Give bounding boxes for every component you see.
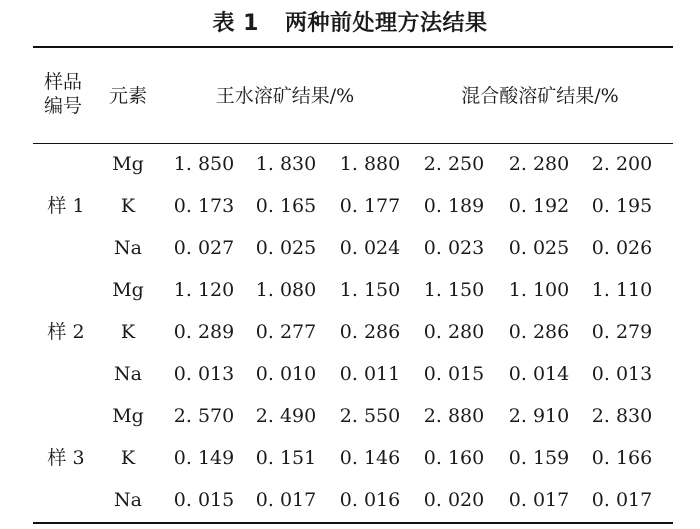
aqua-regia-value-cell: 0. 149 xyxy=(173,447,235,469)
element-cell: Mg xyxy=(112,405,144,427)
aqua-regia-value-cell: 1. 120 xyxy=(173,279,235,301)
top-rule xyxy=(33,46,673,48)
table-title: 两种前处理方法结果 xyxy=(284,11,488,36)
table-row xyxy=(0,395,700,437)
aqua-regia-value-cell: 0. 277 xyxy=(255,321,317,343)
mixed-acid-value-cell: 0. 020 xyxy=(423,489,485,511)
sample-id-cell: 样 2 xyxy=(47,321,85,343)
sample-id-cell: 样 1 xyxy=(47,195,85,217)
aqua-regia-value-cell: 1. 830 xyxy=(255,153,317,175)
table-row xyxy=(0,479,700,521)
mixed-acid-value-cell: 0. 192 xyxy=(508,195,570,217)
aqua-regia-value-cell: 0. 173 xyxy=(173,195,235,217)
mixed-acid-value-cell: 0. 013 xyxy=(591,363,653,385)
mixed-acid-value-cell: 0. 279 xyxy=(591,321,653,343)
aqua-regia-value-cell: 0. 015 xyxy=(173,489,235,511)
aqua-regia-value-cell: 1. 880 xyxy=(339,153,401,175)
element-cell: Na xyxy=(114,237,142,259)
table-caption xyxy=(0,6,700,37)
aqua-regia-value-cell: 0. 177 xyxy=(339,195,401,217)
mixed-acid-value-cell: 0. 195 xyxy=(591,195,653,217)
aqua-regia-value-cell: 0. 146 xyxy=(339,447,401,469)
table-row xyxy=(0,227,700,269)
mixed-acid-value-cell: 1. 150 xyxy=(423,279,485,301)
element-cell: Na xyxy=(114,489,142,511)
aqua-regia-value-cell: 0. 025 xyxy=(255,237,317,259)
element-cell: K xyxy=(120,447,136,469)
header-sample-id-line2: 编号 xyxy=(43,95,82,117)
aqua-regia-value-cell: 0. 013 xyxy=(173,363,235,385)
table-row xyxy=(0,353,700,395)
element-cell: Mg xyxy=(112,279,144,301)
mixed-acid-value-cell: 2. 830 xyxy=(591,405,653,427)
mixed-acid-value-cell: 0. 159 xyxy=(508,447,570,469)
mixed-acid-value-cell: 2. 200 xyxy=(591,153,653,175)
mixed-acid-value-cell: 0. 286 xyxy=(508,321,570,343)
aqua-regia-value-cell: 2. 490 xyxy=(255,405,317,427)
aqua-regia-value-cell: 0. 017 xyxy=(255,489,317,511)
mixed-acid-value-cell: 0. 023 xyxy=(423,237,485,259)
mixed-acid-value-cell: 1. 100 xyxy=(508,279,570,301)
mixed-acid-value-cell: 2. 910 xyxy=(508,405,570,427)
bottom-rule xyxy=(33,522,673,524)
aqua-regia-value-cell: 1. 150 xyxy=(339,279,401,301)
mixed-acid-value-cell: 0. 160 xyxy=(423,447,485,469)
aqua-regia-value-cell: 0. 011 xyxy=(339,363,401,385)
mixed-acid-value-cell: 0. 280 xyxy=(423,321,485,343)
mixed-acid-value-cell: 0. 166 xyxy=(591,447,653,469)
header-sample-id-line1: 样品 xyxy=(43,71,82,93)
mixed-acid-value-cell: 2. 280 xyxy=(508,153,570,175)
mixed-acid-value-cell: 2. 250 xyxy=(423,153,485,175)
mixed-acid-value-cell: 0. 017 xyxy=(591,489,653,511)
element-cell: K xyxy=(120,321,136,343)
sample-id-cell: 样 3 xyxy=(47,447,85,469)
header-sample-id xyxy=(38,70,88,118)
mixed-acid-value-cell: 0. 025 xyxy=(508,237,570,259)
table-number: 表 1 xyxy=(212,11,259,36)
element-cell: K xyxy=(120,195,136,217)
table-row xyxy=(0,143,700,185)
aqua-regia-value-cell: 0. 027 xyxy=(173,237,235,259)
aqua-regia-value-cell: 1. 080 xyxy=(255,279,317,301)
header-aqua-regia-results: 王水溶矿结果/% xyxy=(215,85,355,107)
mixed-acid-value-cell: 2. 880 xyxy=(423,405,485,427)
aqua-regia-value-cell: 2. 570 xyxy=(173,405,235,427)
mixed-acid-value-cell: 0. 017 xyxy=(508,489,570,511)
aqua-regia-value-cell: 0. 165 xyxy=(255,195,317,217)
mixed-acid-value-cell: 0. 015 xyxy=(423,363,485,385)
header-mixed-acid-results: 混合酸溶矿结果/% xyxy=(461,85,619,107)
aqua-regia-value-cell: 1. 850 xyxy=(173,153,235,175)
mixed-acid-value-cell: 1. 110 xyxy=(591,279,653,301)
aqua-regia-value-cell: 0. 010 xyxy=(255,363,317,385)
aqua-regia-value-cell: 0. 289 xyxy=(173,321,235,343)
aqua-regia-value-cell: 0. 024 xyxy=(339,237,401,259)
mixed-acid-value-cell: 0. 189 xyxy=(423,195,485,217)
mixed-acid-value-cell: 0. 026 xyxy=(591,237,653,259)
aqua-regia-value-cell: 2. 550 xyxy=(339,405,401,427)
table-row xyxy=(0,185,700,227)
table-row xyxy=(0,269,700,311)
aqua-regia-value-cell: 0. 151 xyxy=(255,447,317,469)
mixed-acid-value-cell: 0. 014 xyxy=(508,363,570,385)
aqua-regia-value-cell: 0. 286 xyxy=(339,321,401,343)
element-cell: Na xyxy=(114,363,142,385)
header-element: 元素 xyxy=(108,85,147,107)
table-row xyxy=(0,437,700,479)
table-row xyxy=(0,311,700,353)
element-cell: Mg xyxy=(112,153,144,175)
aqua-regia-value-cell: 0. 016 xyxy=(339,489,401,511)
